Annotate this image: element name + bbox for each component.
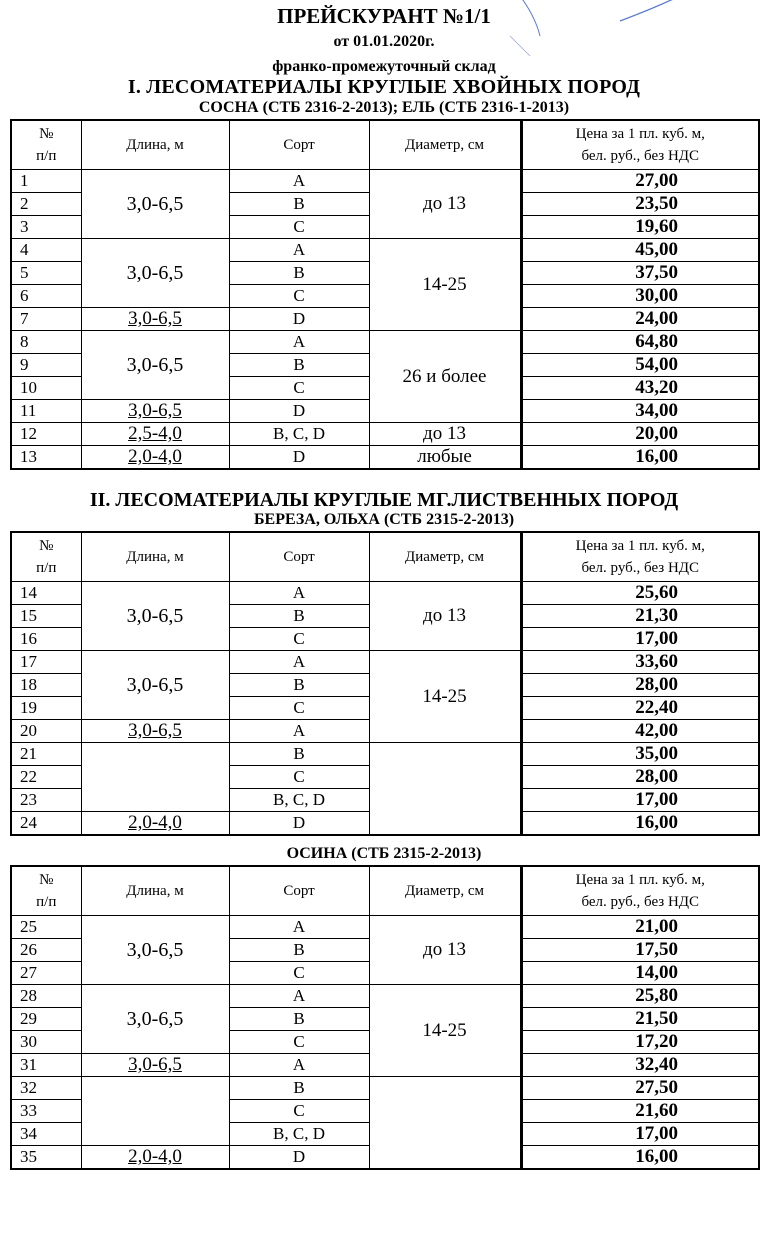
grade-cell: B, C, D: [229, 789, 369, 812]
price-cell: 42,00: [521, 720, 759, 743]
col-diameter-header: Диаметр, см: [369, 120, 521, 170]
price-cell: 25,60: [521, 582, 759, 605]
row-number: 22: [11, 766, 81, 789]
grade-cell: A: [229, 239, 369, 262]
price-table-1: [10, 119, 760, 470]
price-cell: 16,00: [521, 1146, 759, 1170]
doc-title: ПРЕЙСКУРАНТ №1/1: [277, 4, 491, 28]
grade-cell: D: [229, 446, 369, 470]
col-grade-header: Сорт: [229, 120, 369, 170]
row-number: 31: [11, 1054, 81, 1077]
length-cell: 2,0-4,0: [81, 446, 229, 470]
price-cell: 16,00: [521, 812, 759, 836]
col-length-header: Длина, м: [81, 532, 229, 582]
row-number: 20: [11, 720, 81, 743]
row-number: 6: [11, 285, 81, 308]
price-cell: 21,50: [521, 1008, 759, 1031]
row-number: 23: [11, 789, 81, 812]
price-cell: 32,40: [521, 1054, 759, 1077]
col-num-header: № п/п: [11, 120, 81, 170]
grade-cell: C: [229, 216, 369, 239]
grade-cell: C: [229, 1031, 369, 1054]
price-cell: 37,50: [521, 262, 759, 285]
col-grade-header: Сорт: [229, 866, 369, 916]
section-2-title: II. ЛЕСОМАТЕРИАЛЫ КРУГЛЫЕ МГ.ЛИСТВЕННЫХ ПОРОД: [89, 489, 679, 511]
header-row: [11, 120, 759, 170]
grade-cell: C: [229, 962, 369, 985]
table-row: [11, 651, 759, 674]
table-row: [11, 985, 759, 1008]
row-number: 7: [11, 308, 81, 331]
section-3-subtitle: ОСИНА (СТБ 2315-2-2013): [286, 845, 482, 862]
row-number: 4: [11, 239, 81, 262]
length-cell: 3,0-6,5: [81, 400, 229, 423]
col-grade-header: Сорт: [229, 532, 369, 582]
grade-cell: A: [229, 1054, 369, 1077]
grade-cell: A: [229, 720, 369, 743]
price-table-2: [10, 531, 760, 836]
price-cell: 54,00: [521, 354, 759, 377]
price-cell: 21,00: [521, 916, 759, 939]
table-row: [11, 331, 759, 354]
row-number: 19: [11, 697, 81, 720]
row-number: 9: [11, 354, 81, 377]
row-number: 3: [11, 216, 81, 239]
grade-cell: B: [229, 939, 369, 962]
table-row: [11, 916, 759, 939]
grade-cell: B: [229, 605, 369, 628]
table-row: [11, 170, 759, 193]
grade-cell: B: [229, 1077, 369, 1100]
grade-cell: B: [229, 193, 369, 216]
row-number: 5: [11, 262, 81, 285]
grade-cell: D: [229, 308, 369, 331]
row-number: 27: [11, 962, 81, 985]
length-cell: 2,0-4,0: [81, 1146, 229, 1170]
length-cell: 3,0-6,5: [81, 651, 229, 720]
grade-cell: B: [229, 262, 369, 285]
table-row: [11, 743, 759, 766]
row-number: 14: [11, 582, 81, 605]
row-number: 2: [11, 193, 81, 216]
diameter-cell: 14-25: [369, 651, 521, 743]
price-cell: 22,40: [521, 697, 759, 720]
row-number: 21: [11, 743, 81, 766]
price-cell: 14,00: [521, 962, 759, 985]
diameter-cell: [369, 1077, 521, 1170]
row-number: 29: [11, 1008, 81, 1031]
length-cell: [81, 1077, 229, 1146]
price-cell: 34,00: [521, 400, 759, 423]
price-cell: 28,00: [521, 766, 759, 789]
grade-cell: B: [229, 354, 369, 377]
row-number: 13: [11, 446, 81, 470]
diameter-cell: до 13: [369, 423, 521, 446]
row-number: 33: [11, 1100, 81, 1123]
length-cell: 3,0-6,5: [81, 331, 229, 400]
length-cell: 3,0-6,5: [81, 720, 229, 743]
price-cell: 17,00: [521, 1123, 759, 1146]
col-length-header: Длина, м: [81, 866, 229, 916]
row-number: 12: [11, 423, 81, 446]
diameter-cell: до 13: [369, 916, 521, 985]
price-cell: 21,60: [521, 1100, 759, 1123]
grade-cell: D: [229, 1146, 369, 1170]
diameter-cell: любые: [369, 446, 521, 470]
price-cell: 43,20: [521, 377, 759, 400]
row-number: 30: [11, 1031, 81, 1054]
row-number: 11: [11, 400, 81, 423]
row-number: 18: [11, 674, 81, 697]
diameter-cell: до 13: [369, 170, 521, 239]
table-row: [11, 1077, 759, 1100]
table-row: [11, 446, 759, 470]
section-2-subtitle: БЕРЕЗА, ОЛЬХА (СТБ 2315-2-2013): [253, 511, 515, 528]
row-number: 1: [11, 170, 81, 193]
price-cell: 17,00: [521, 789, 759, 812]
length-cell: 3,0-6,5: [81, 239, 229, 308]
col-price-header: Цена за 1 пл. куб. м, бел. руб., без НДС: [521, 866, 759, 916]
diameter-cell: 14-25: [369, 985, 521, 1077]
row-number: 8: [11, 331, 81, 354]
col-length-header: Длина, м: [81, 120, 229, 170]
col-num-header: № п/п: [11, 866, 81, 916]
price-cell: 17,50: [521, 939, 759, 962]
doc-date: от 01.01.2020г.: [333, 33, 435, 50]
row-number: 10: [11, 377, 81, 400]
diameter-cell: [369, 743, 521, 836]
section-1-title: I. ЛЕСОМАТЕРИАЛЫ КРУГЛЫЕ ХВОЙНЫХ ПОРОД: [127, 76, 641, 98]
price-cell: 21,30: [521, 605, 759, 628]
diameter-cell: 14-25: [369, 239, 521, 331]
col-num-header: № п/п: [11, 532, 81, 582]
price-cell: 16,00: [521, 446, 759, 470]
table-row: [11, 582, 759, 605]
price-cell: 28,00: [521, 674, 759, 697]
col-price-header: Цена за 1 пл. куб. м, бел. руб., без НДС: [521, 120, 759, 170]
row-number: 32: [11, 1077, 81, 1100]
length-cell: 3,0-6,5: [81, 170, 229, 239]
row-number: 25: [11, 916, 81, 939]
grade-cell: A: [229, 582, 369, 605]
grade-cell: B: [229, 674, 369, 697]
price-cell: 27,50: [521, 1077, 759, 1100]
length-cell: 2,0-4,0: [81, 812, 229, 836]
price-cell: 27,00: [521, 170, 759, 193]
price-cell: 20,00: [521, 423, 759, 446]
grade-cell: A: [229, 651, 369, 674]
price-cell: 24,00: [521, 308, 759, 331]
row-number: 15: [11, 605, 81, 628]
col-price-header: Цена за 1 пл. куб. м, бел. руб., без НДС: [521, 532, 759, 582]
price-cell: 17,00: [521, 628, 759, 651]
diameter-cell: до 13: [369, 582, 521, 651]
price-table-3: [10, 865, 760, 1170]
grade-cell: C: [229, 766, 369, 789]
length-cell: 3,0-6,5: [81, 985, 229, 1054]
price-cell: 35,00: [521, 743, 759, 766]
grade-cell: B: [229, 1008, 369, 1031]
section-1-subtitle: СОСНА (СТБ 2316-2-2013); ЕЛЬ (СТБ 2316-1-2013): [198, 99, 570, 116]
length-cell: 3,0-6,5: [81, 916, 229, 985]
grade-cell: C: [229, 628, 369, 651]
diameter-cell: 26 и более: [369, 331, 521, 423]
grade-cell: A: [229, 331, 369, 354]
grade-cell: A: [229, 170, 369, 193]
row-number: 34: [11, 1123, 81, 1146]
col-diameter-header: Диаметр, см: [369, 532, 521, 582]
row-number: 35: [11, 1146, 81, 1170]
price-cell: 30,00: [521, 285, 759, 308]
col-diameter-header: Диаметр, см: [369, 866, 521, 916]
length-cell: 3,0-6,5: [81, 1054, 229, 1077]
grade-cell: D: [229, 812, 369, 836]
row-number: 24: [11, 812, 81, 836]
price-cell: 17,20: [521, 1031, 759, 1054]
table-row: [11, 239, 759, 262]
grade-cell: C: [229, 697, 369, 720]
price-cell: 19,60: [521, 216, 759, 239]
price-cell: 23,50: [521, 193, 759, 216]
price-cell: 33,60: [521, 651, 759, 674]
price-cell: 64,80: [521, 331, 759, 354]
grade-cell: B, C, D: [229, 423, 369, 446]
row-number: 28: [11, 985, 81, 1008]
grade-cell: B, C, D: [229, 1123, 369, 1146]
length-cell: 3,0-6,5: [81, 308, 229, 331]
grade-cell: A: [229, 916, 369, 939]
grade-cell: A: [229, 985, 369, 1008]
price-cell: 25,80: [521, 985, 759, 1008]
grade-cell: C: [229, 377, 369, 400]
header-row: [11, 866, 759, 916]
grade-cell: C: [229, 1100, 369, 1123]
table-row: [11, 423, 759, 446]
grade-cell: D: [229, 400, 369, 423]
grade-cell: B: [229, 743, 369, 766]
row-number: 26: [11, 939, 81, 962]
header-row: [11, 532, 759, 582]
grade-cell: C: [229, 285, 369, 308]
row-number: 16: [11, 628, 81, 651]
length-cell: [81, 743, 229, 812]
length-cell: 2,5-4,0: [81, 423, 229, 446]
row-number: 17: [11, 651, 81, 674]
price-cell: 45,00: [521, 239, 759, 262]
length-cell: 3,0-6,5: [81, 582, 229, 651]
doc-warehouse: франко-промежуточный склад: [272, 58, 496, 75]
